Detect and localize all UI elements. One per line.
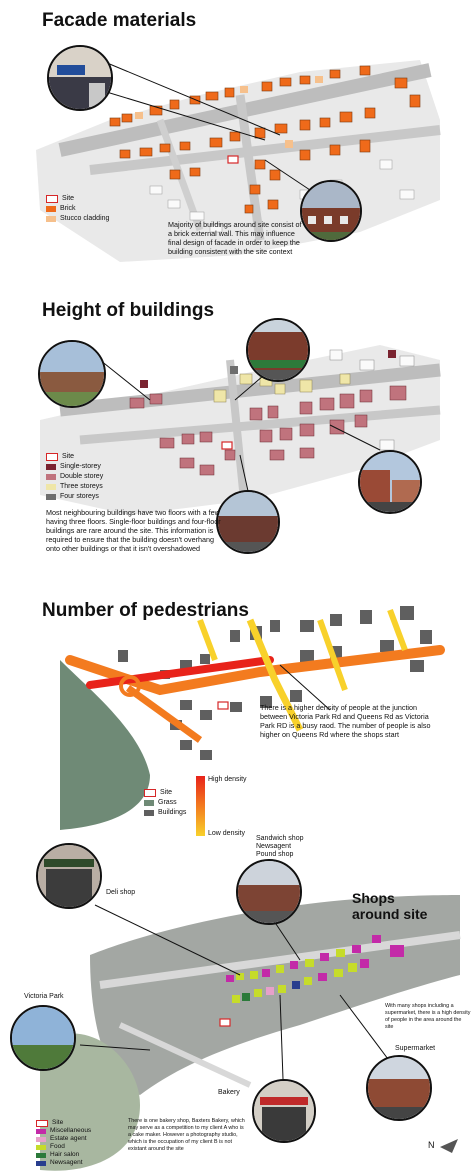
- legend-item: [144, 808, 186, 818]
- photo-callout-houses: [300, 180, 362, 242]
- legend-swatch: [36, 1161, 46, 1166]
- legend-item: [144, 788, 186, 798]
- legend-item: [36, 1143, 91, 1151]
- legend-item: [46, 492, 103, 502]
- density-low-label: Low density: [208, 830, 245, 837]
- legend-label: Site: [62, 453, 75, 460]
- photo-callout-double-storey: [216, 490, 280, 554]
- legend-item: [46, 194, 109, 204]
- legend-swatch: [46, 484, 56, 490]
- legend-label: Double storey: [60, 473, 104, 480]
- section-title-pedestrians: Number of pedestrians: [42, 600, 249, 621]
- legend-item: [46, 462, 103, 472]
- bakery-label: Bakery: [218, 1089, 240, 1096]
- shops-note-bakery: There is one bakery shop, Baxters Bakery, which may serve as a competition to my client A who is a cake maker. However a photography studio, which is the occupation of my client B is not existant around the site: [128, 1118, 245, 1152]
- legend-label: Site: [160, 789, 173, 796]
- photo-callout-victoria-park: [10, 1005, 76, 1071]
- legend-label: Buildings: [158, 809, 187, 816]
- photo-callout-bakery: [252, 1079, 316, 1143]
- legend-label: Three storeys: [60, 483, 103, 490]
- pedestrian-note: There is a higher density of people at the junction between Victoria Park Rd and Queens Rd as Victoria Park RD is a busy raod. The number of people is also higher on Queens Rd where the shops start: [260, 703, 431, 739]
- section-title-heights: Height of buildings: [42, 300, 215, 321]
- legend-label: Miscellaneous: [50, 1127, 92, 1134]
- panel-building-heights: [0, 290, 474, 590]
- legend-label: Stucco cladding: [60, 215, 110, 222]
- supermarket-label: Supermarket: [395, 1045, 436, 1052]
- legend-item: [46, 214, 109, 224]
- photo-callout-supermarket: [366, 1055, 432, 1121]
- panel-shops: [0, 835, 474, 1176]
- pedestrian-legend: [144, 788, 186, 818]
- legend-label: Single-storey: [60, 463, 101, 470]
- legend-item: [36, 1127, 91, 1135]
- facade-note: Majority of buildings around site consist of a brick external wall. This may influence final design of facade in order to keep the building consistent with the site context: [168, 220, 302, 256]
- section-title-facade: Facade materials: [42, 10, 197, 31]
- north-label: N: [428, 1140, 435, 1150]
- legend-label: Brick: [60, 205, 76, 212]
- legend-swatch: [144, 800, 154, 806]
- legend-swatch: [144, 789, 156, 797]
- legend-swatch: [36, 1145, 46, 1150]
- legend-label: Site: [62, 195, 75, 202]
- legend-item: [46, 204, 109, 214]
- photo-callout-four-storey: [358, 450, 422, 514]
- legend-swatch: [36, 1120, 48, 1127]
- legend-label: Food: [50, 1143, 65, 1150]
- legend-item: [36, 1119, 91, 1127]
- legend-swatch: [36, 1137, 46, 1142]
- legend-item: [144, 798, 186, 808]
- density-high-label: High density: [208, 776, 247, 783]
- legend-label: Hair salon: [50, 1151, 80, 1158]
- legend-label: Newsagent: [50, 1159, 83, 1166]
- legend-swatch: [46, 195, 58, 203]
- legend-swatch: [46, 474, 56, 480]
- sandwich-shop-label: Sandwich shop: [256, 835, 304, 842]
- facade-legend: [46, 194, 109, 224]
- density-gradient: [196, 776, 205, 836]
- panel-facade-materials: [0, 0, 474, 290]
- newsagent-label: Newsagent: [256, 843, 292, 850]
- heights-note: Most neighbouring buildings have two floors with a few having three floors. Single-floor buildings and four-floor buildings are rare around the site. This information is required to ensure that the building doesn't overhang onto other buildings or that it isn't overshadowed: [46, 508, 221, 553]
- legend-swatch: [36, 1153, 46, 1158]
- legend-item: [36, 1151, 91, 1159]
- shops-legend: [36, 1119, 91, 1167]
- legend-swatch: [46, 206, 56, 212]
- deli-label: Deli shop: [106, 889, 136, 896]
- legend-item: [36, 1135, 91, 1143]
- legend-label: Site: [52, 1119, 64, 1126]
- photo-callout-three-storey: [246, 318, 310, 382]
- legend-swatch: [144, 810, 154, 816]
- legend-item: [36, 1159, 91, 1167]
- legend-swatch: [46, 464, 56, 470]
- photo-callout-sandwich: [236, 859, 302, 925]
- legend-swatch: [46, 216, 56, 222]
- shops-title: Shops around site: [352, 890, 428, 922]
- legend-item: [46, 482, 103, 492]
- legend-swatch: [36, 1129, 46, 1134]
- legend-item: [46, 472, 103, 482]
- heights-legend: [46, 452, 103, 502]
- legend-swatch: [46, 453, 58, 461]
- panel-pedestrians: [0, 590, 474, 835]
- legend-item: [46, 452, 103, 462]
- pound-shop-label: Pound shop: [256, 851, 294, 858]
- photo-callout-single-storey: [38, 340, 106, 408]
- photo-callout-deli: [36, 843, 102, 909]
- legend-swatch: [46, 494, 56, 500]
- legend-label: Grass: [158, 799, 177, 806]
- shops-note-right: With many shops including a supermarket, there is a high density of people in the area around the site: [385, 1003, 471, 1030]
- photo-callout-shopfront: [47, 45, 113, 111]
- legend-label: Estate agent: [50, 1135, 87, 1142]
- legend-label: Four storeys: [60, 493, 99, 500]
- victoria-park-label: Victoria Park: [24, 993, 64, 1000]
